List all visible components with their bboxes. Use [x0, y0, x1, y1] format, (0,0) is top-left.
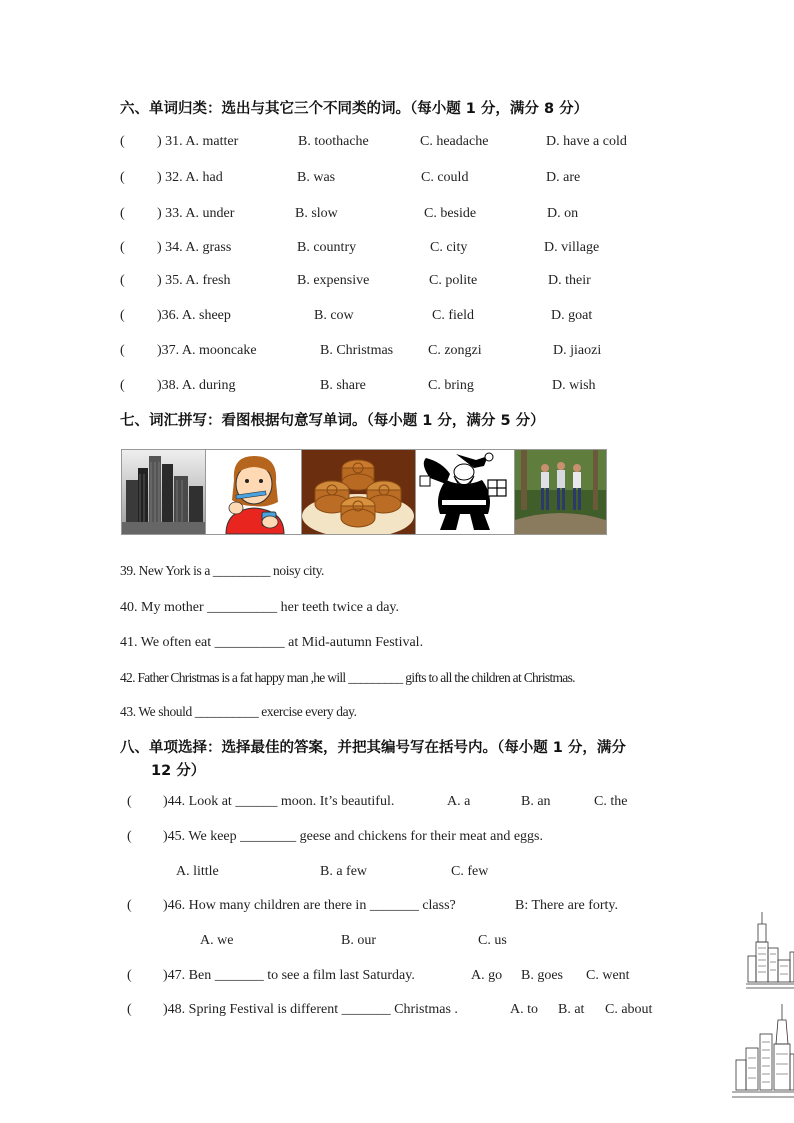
- q48-stem: )48. Spring Festival is different _______ Christmas .: [163, 1002, 458, 1017]
- q47-option-a: A. go: [471, 968, 503, 983]
- q47-option-b: B. goes: [521, 968, 563, 983]
- answer-paren[interactable]: (: [120, 273, 125, 288]
- q31-option-c: C. headache: [420, 134, 489, 149]
- section7-title: 七、词汇拼写：看图根据句意写单词。（每小题 1 分，满分 5 分）: [120, 413, 545, 429]
- q35-option-d: D. their: [548, 273, 591, 288]
- q34-option-d: D. village: [544, 240, 600, 255]
- q34-option-c: C. city: [430, 240, 468, 255]
- q44-option-b: B. an: [521, 794, 551, 809]
- q35-stem: ) 35. A. fresh: [157, 273, 231, 288]
- q48-option-c: C. about: [605, 1002, 653, 1017]
- q33-stem: ) 33. A. under: [157, 206, 235, 221]
- answer-paren[interactable]: (: [120, 206, 125, 221]
- q33-option-c: C. beside: [424, 206, 477, 221]
- q45-stem: )45. We keep ________ geese and chickens for their meat and eggs.: [163, 829, 543, 844]
- answer-paren[interactable]: (: [127, 1002, 132, 1017]
- q32-option-d: D. are: [546, 170, 581, 185]
- q41-sentence: 41. We often eat __________ at Mid-autumn Festival.: [120, 635, 424, 650]
- answer-paren[interactable]: (: [120, 343, 125, 358]
- q44-option-c: C. the: [594, 794, 628, 809]
- section8-title-cont: 12 分）: [151, 763, 206, 779]
- q36-option-c: C. field: [432, 308, 474, 323]
- q38-option-d: D. wish: [552, 378, 596, 393]
- q37-option-d: D. jiaozi: [553, 343, 602, 358]
- q44-stem: )44. Look at ______ moon. It’s beautiful.: [163, 794, 395, 809]
- q38-stem: )38. A. during: [157, 378, 236, 393]
- q32-stem: ) 32. A. had: [157, 170, 223, 185]
- answer-paren[interactable]: (: [120, 134, 125, 149]
- q37-option-c: C. zongzi: [428, 343, 482, 358]
- q44-option-a: A. a: [447, 794, 471, 809]
- section6-title: 六、单词归类：选出与其它三个不同类的词。（每小题 1 分，满分 8 分）: [120, 101, 589, 117]
- q39-sentence: 39. New York is a _________ noisy city.: [120, 563, 325, 578]
- q42-sentence: 42. Father Christmas is a fat happy man ,he will _________ gifts to all the children at Christmas.: [120, 670, 575, 685]
- q32-option-b: B. was: [297, 170, 336, 185]
- section8-title: 八、单项选择：选择最佳的答案，并把其编号写在括号内。（每小题 1 分，满分: [120, 740, 626, 756]
- answer-paren[interactable]: (: [120, 378, 125, 393]
- q47-stem: )47. Ben _______ to see a film last Saturday.: [163, 968, 415, 983]
- q46-option-a: A. we: [200, 933, 234, 948]
- q46-answer-tail: B: There are forty.: [515, 898, 619, 913]
- q31-option-d: D. have a cold: [546, 134, 627, 149]
- city-sketch-decoration-bottom: [732, 1004, 794, 1100]
- q37-option-b: B. Christmas: [320, 343, 394, 358]
- answer-paren[interactable]: (: [127, 829, 132, 844]
- q45-option-c: C. few: [451, 864, 489, 879]
- q45-option-b: B. a few: [320, 864, 368, 879]
- q31-option-b: B. toothache: [298, 134, 369, 149]
- answer-paren[interactable]: (: [127, 898, 132, 913]
- q33-option-d: D. on: [547, 206, 579, 221]
- q46-option-c: C. us: [478, 933, 507, 948]
- q38-option-b: B. share: [320, 378, 366, 393]
- brushing-teeth-picture: [205, 449, 303, 535]
- father-christmas-picture: [415, 449, 515, 535]
- q33-option-b: B. slow: [295, 206, 338, 221]
- q48-option-b: B. at: [558, 1002, 585, 1017]
- q43-sentence: 43. We should __________ exercise every day.: [120, 704, 357, 719]
- q36-option-d: D. goat: [551, 308, 593, 323]
- mooncakes-picture: [301, 449, 416, 535]
- city-skyline-picture: [121, 449, 207, 535]
- q36-stem: )36. A. sheep: [157, 308, 231, 323]
- city-sketch-decoration-top: [746, 912, 794, 990]
- q46-option-b: B. our: [341, 933, 376, 948]
- q35-option-c: C. polite: [429, 273, 478, 288]
- q36-option-b: B. cow: [314, 308, 354, 323]
- q34-stem: ) 34. A. grass: [157, 240, 232, 255]
- q47-option-c: C. went: [586, 968, 630, 983]
- q48-option-a: A. to: [510, 1002, 538, 1017]
- q31-stem: ) 31. A. matter: [157, 134, 239, 149]
- answer-paren[interactable]: (: [120, 308, 125, 323]
- answer-paren[interactable]: (: [127, 794, 132, 809]
- answer-paren[interactable]: (: [120, 170, 125, 185]
- answer-paren[interactable]: (: [120, 240, 125, 255]
- q34-option-b: B. country: [297, 240, 357, 255]
- q40-sentence: 40. My mother __________ her teeth twice a day.: [120, 600, 400, 615]
- q35-option-b: B. expensive: [297, 273, 370, 288]
- jogging-picture: [514, 449, 607, 535]
- q46-stem: )46. How many children are there in _______ class?: [163, 898, 456, 913]
- q32-option-c: C. could: [421, 170, 469, 185]
- q38-option-c: C. bring: [428, 378, 474, 393]
- q45-option-a: A. little: [176, 864, 219, 879]
- q37-stem: )37. A. mooncake: [157, 343, 257, 358]
- answer-paren[interactable]: (: [127, 968, 132, 983]
